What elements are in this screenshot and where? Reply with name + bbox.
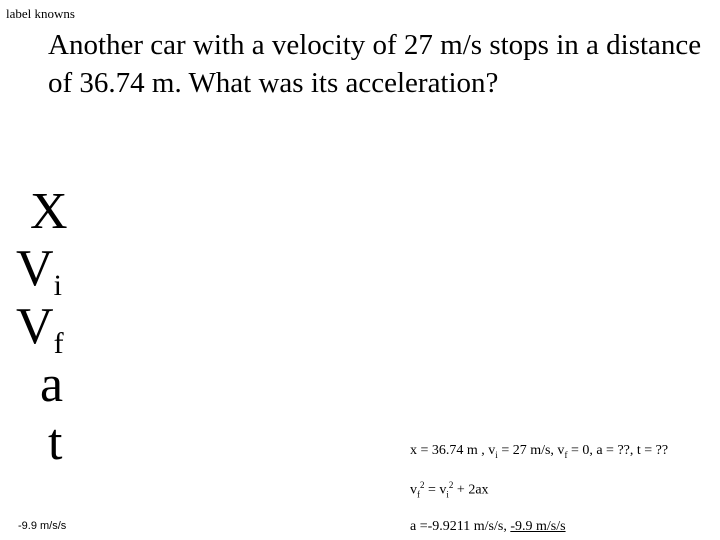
knowns-vi-subscript: i — [495, 449, 498, 460]
variable-vi — [16, 240, 62, 302]
formula-rhs-exponent: 2 — [448, 480, 454, 490]
answer-left: -9.9 m/s/s — [18, 520, 67, 532]
formula-lhs-subscript: f — [417, 489, 420, 500]
knowns-x-part: x = 36.74 m , v — [410, 443, 496, 458]
variable-vf-base: V — [16, 298, 54, 355]
knowns-rest: = 0, a = ??, t = ?? — [567, 443, 669, 458]
result-rounded: -9.9 m/s/s — [510, 519, 566, 534]
formula-equals: = v — [424, 482, 447, 498]
problem-statement: Another car with a velocity of 27 m/s stops in a distance of 36.74 m. What was its acceleration? — [48, 29, 702, 99]
variable-x: X — [30, 183, 68, 240]
knowns-vi-part: = 27 m/s, v — [497, 443, 565, 458]
formula-rest: + 2ax — [453, 482, 489, 498]
variable-t: t — [48, 414, 63, 471]
result-line — [410, 519, 566, 535]
variable-a: a — [40, 356, 64, 413]
formula-lhs-base: v — [410, 482, 417, 498]
variable-vi-base: V — [16, 240, 54, 297]
variable-vi-subscript: i — [53, 269, 62, 302]
formula-rhs-subscript: i — [446, 489, 449, 500]
variable-vf — [16, 298, 64, 360]
formula-lhs-exponent: 2 — [420, 480, 425, 490]
result-text: a =-9.9211 m/s/s, — [410, 519, 511, 534]
variable-vf-subscript: f — [53, 327, 64, 360]
corner-label: label knowns — [6, 6, 75, 21]
formula-line — [410, 480, 489, 499]
knowns-line — [410, 443, 668, 460]
knowns-vf-subscript: f — [564, 449, 568, 460]
